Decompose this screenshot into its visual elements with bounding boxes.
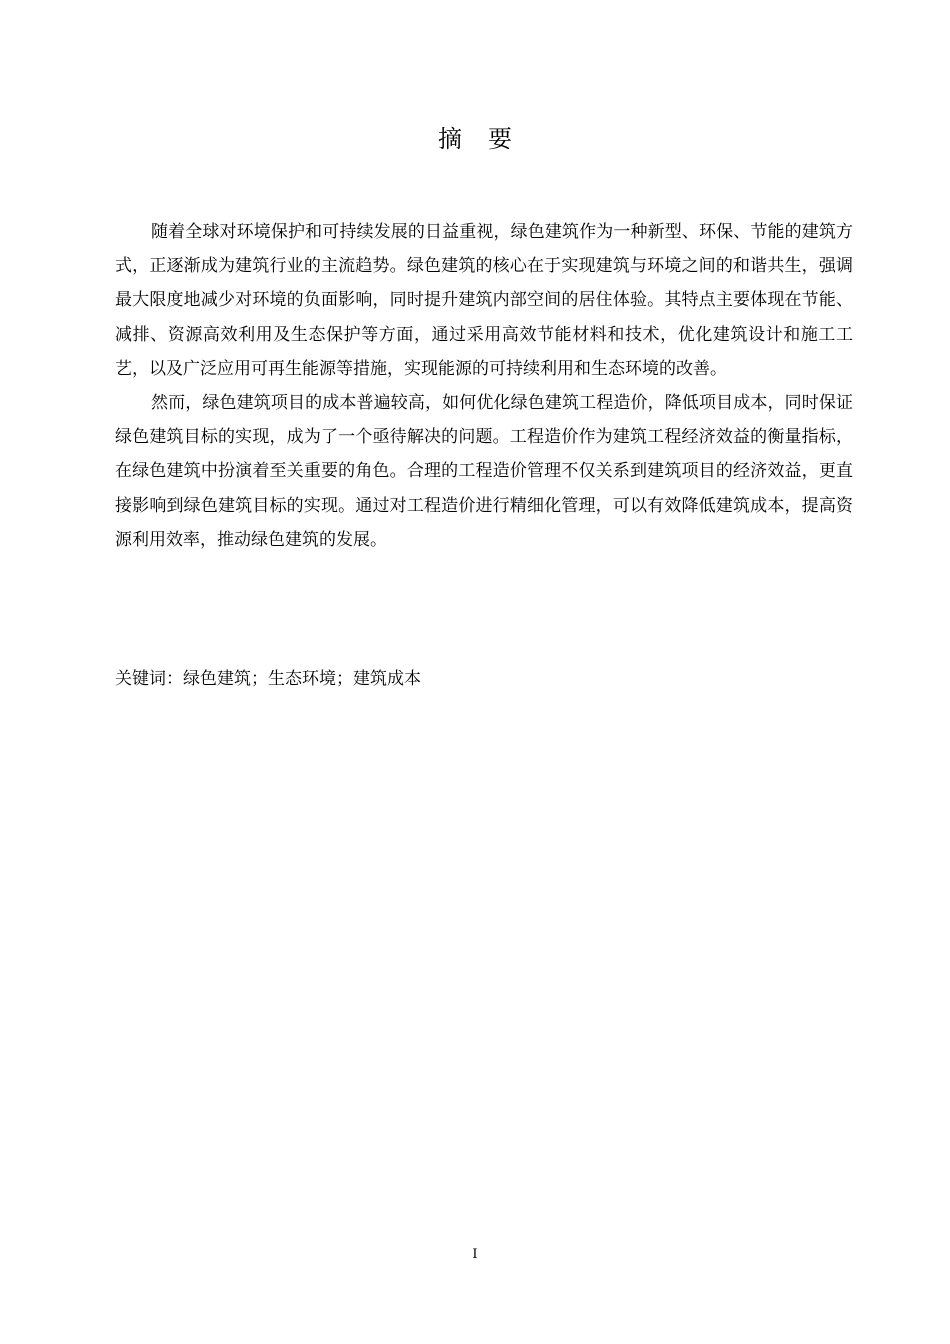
keywords-label: 关键词：	[115, 669, 183, 689]
abstract-paragraph-2: 然而，绿色建筑项目的成本普遍较高，如何优化绿色建筑工程造价，降低项目成本，同时保证绿色建筑目标的实现，成为了一个亟待解决的问题。工程造价作为建筑工程经济效益的衡量指标，在绿色建筑中扮演着至关重要的角色。合理的工程造价管理不仅关系到建筑项目的经济效益，更直接影响到绿色建筑目标的实现。通过对工程造价进行精细化管理，可以有效降低建筑成本，提高资源利用效率，推动绿色建筑的发展。	[115, 393, 853, 550]
keywords-line	[115, 664, 853, 694]
page-number: I	[472, 1247, 478, 1262]
abstract-paragraph-1: 随着全球对环境保护和可持续发展的日益重视，绿色建筑作为一种新型、环保、节能的建筑方式，正逐渐成为建筑行业的主流趋势。绿色建筑的核心在于实现建筑与环境之间的和谐共生，强调最大限度地减少对环境的负面影响，同时提升建筑内部空间的居住体验。其特点主要体现在节能、减排、资源高效利用及生态保护等方面，通过采用高效节能材料和技术，优化建筑设计和施工工艺，以及广泛应用可再生能源等措施，实现能源的可持续利用和生态环境的改善。	[115, 222, 853, 379]
keywords-value: 绿色建筑；生态环境；建筑成本	[183, 669, 421, 689]
abstract-body	[115, 215, 853, 557]
abstract-title: 摘要	[438, 125, 538, 153]
